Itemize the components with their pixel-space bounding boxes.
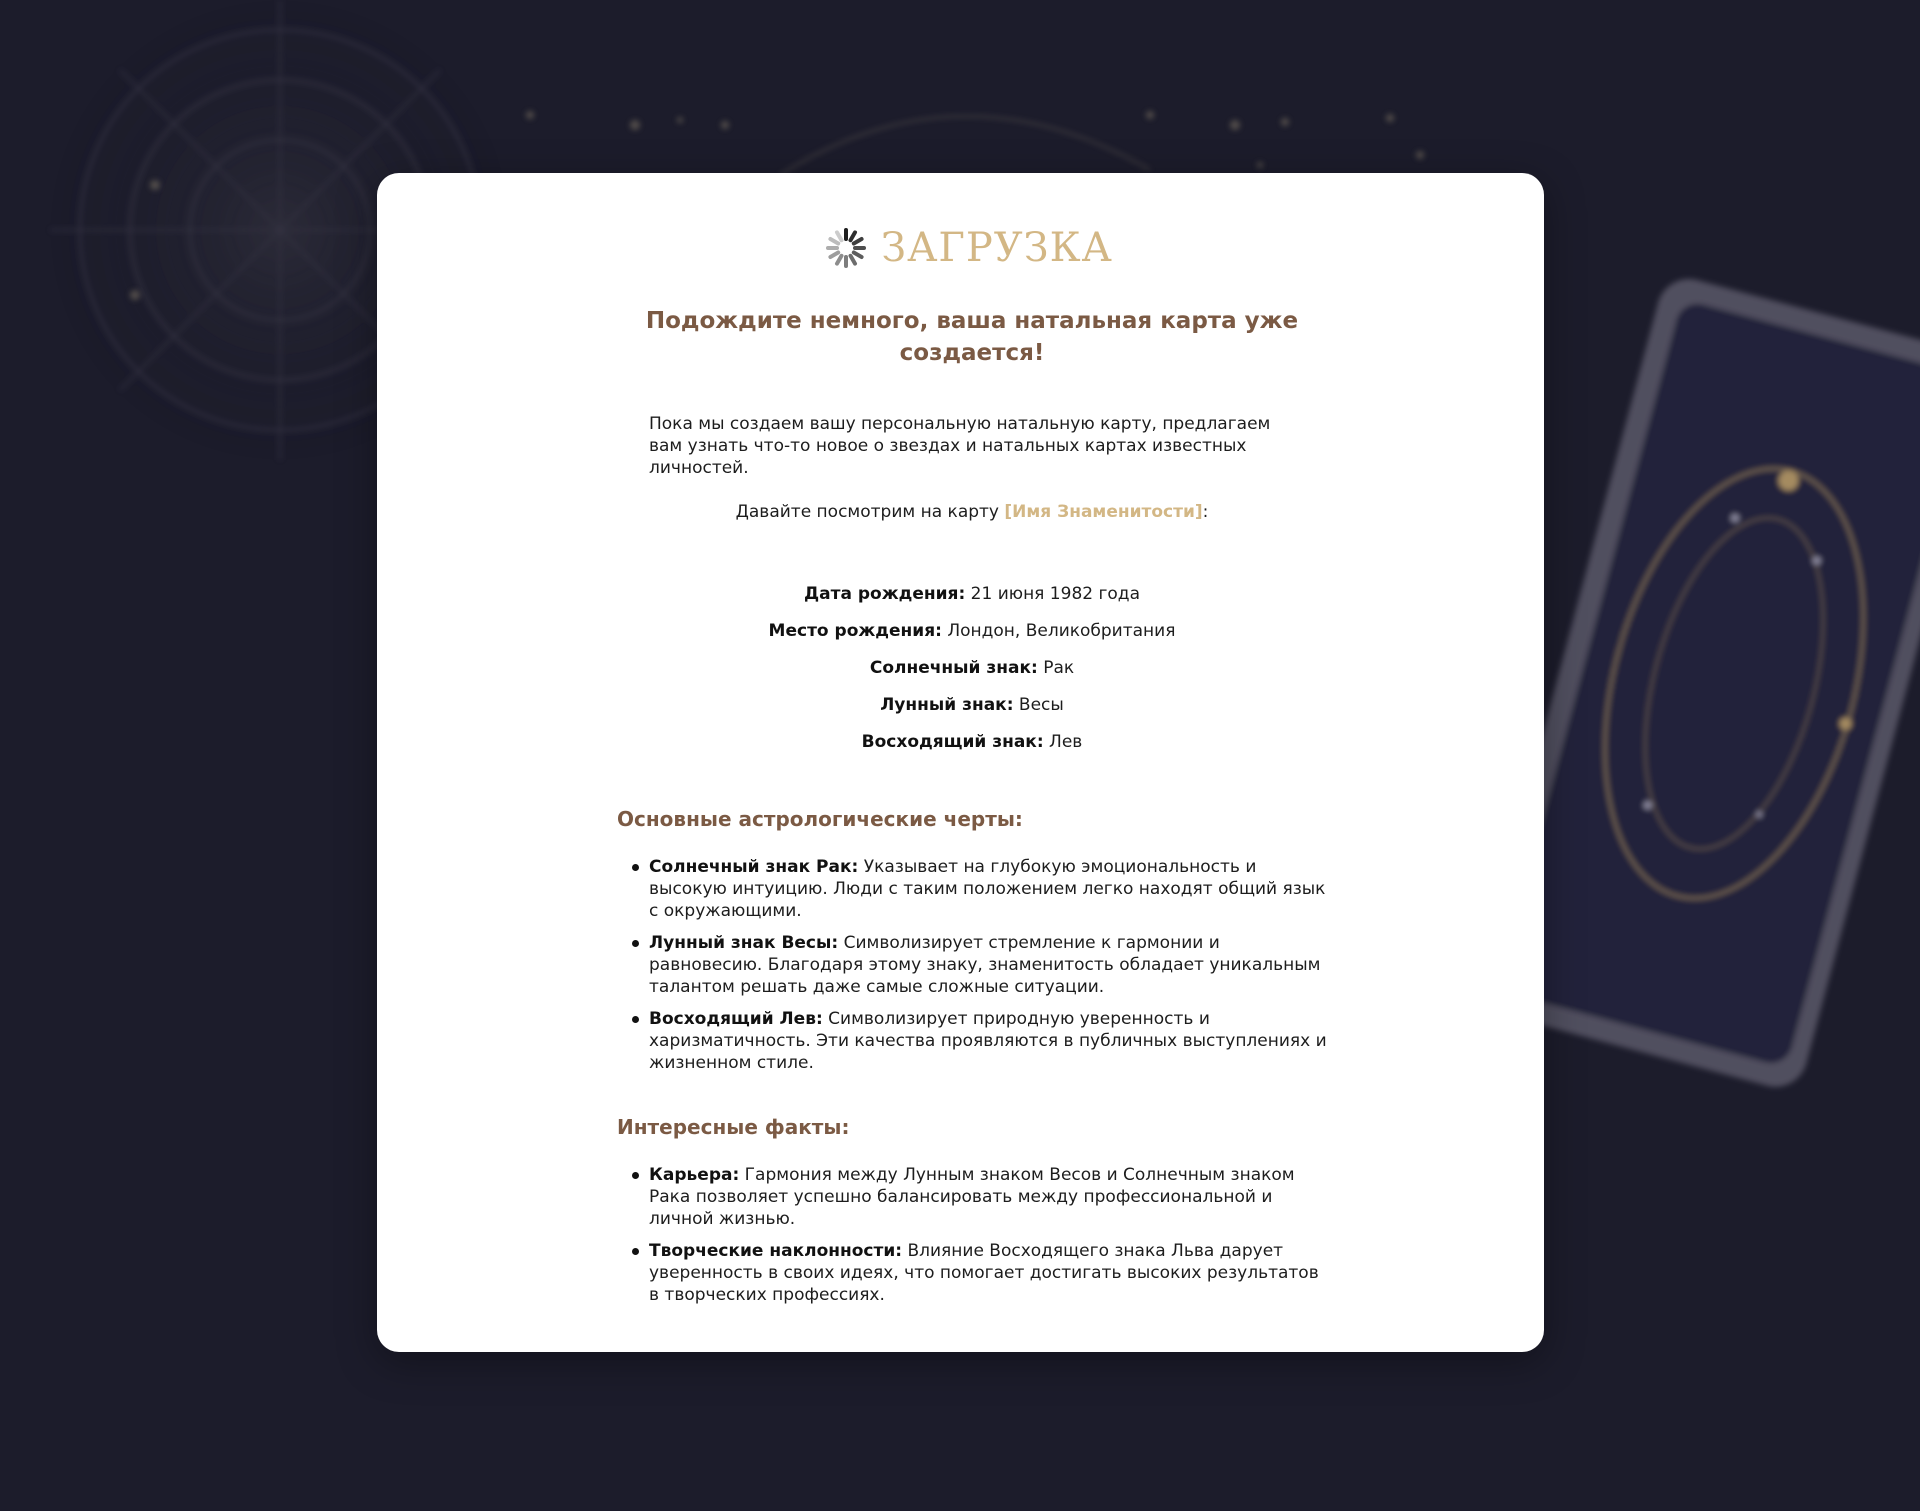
- spinner-spoke: [831, 253, 839, 258]
- item-label: Карьера:: [649, 1165, 740, 1185]
- page-heading: Подождите немного, ваша натальная карта уже создается!: [645, 308, 1299, 366]
- loader-header: [611, 225, 1327, 271]
- background-arc: [780, 116, 1150, 175]
- fact-label: Солнечный знак:: [869, 658, 1038, 678]
- list-item: [649, 932, 1327, 998]
- traits-heading: Основные астрологические черты:: [617, 807, 1023, 831]
- fact-value: Весы: [1013, 695, 1064, 715]
- item-label: Восходящий Лев:: [649, 1009, 823, 1029]
- interesting-facts-list: [617, 1164, 1327, 1306]
- spinner-spoke: [854, 253, 862, 258]
- loading-card: [377, 173, 1544, 1352]
- item-label: Творческие наклонности:: [649, 1241, 903, 1261]
- item-text: Символизирует стремление к гармонии и равновесию. Благодаря этому знаку, знаменитость обладает уникальным талантом решать даже самые сложные ситуации.: [649, 933, 1321, 997]
- fact-moon-sign: [617, 694, 1327, 716]
- card-content: [617, 225, 1327, 1316]
- fact-value: Лондон, Великобритания: [941, 621, 1176, 641]
- spinner-spoke: [837, 256, 842, 264]
- celebrity-lookup: [617, 501, 1327, 523]
- fact-value: 21 июня 1982 года: [965, 584, 1140, 604]
- loading-spinner-icon: [825, 227, 867, 269]
- list-item: [649, 1008, 1327, 1074]
- spinner-spoke: [851, 232, 856, 240]
- traits-list: [617, 856, 1327, 1074]
- fact-birth-date: [617, 583, 1327, 605]
- item-text: Гармония между Лунным знаком Весов и Солнечным знаком Рака позволяет успешно балансировать между профессиональной и личной жизнью.: [649, 1165, 1295, 1229]
- fact-label: Дата рождения:: [804, 584, 966, 604]
- item-label: Солнечный знак Рак:: [649, 857, 859, 877]
- list-item: [649, 856, 1327, 922]
- item-text: Указывает на глубокую эмоциональность и высокую интуицию. Люди с таким положением легко находят общий язык с окружающими.: [649, 857, 1326, 921]
- fact-label: Восходящий знак:: [861, 732, 1044, 752]
- fact-birth-place: [617, 620, 1327, 642]
- lookup-suffix: :: [1202, 502, 1209, 522]
- item-label: Лунный знак Весы:: [649, 933, 839, 953]
- item-text: Влияние Восходящего знака Льва дарует уверенность в своих идеях, что помогает достигать высоких результатов в творческих профессиях.: [649, 1241, 1319, 1305]
- lookup-prefix: Давайте посмотрим на карту: [735, 502, 1005, 522]
- spinner-spoke: [831, 239, 839, 244]
- loader-title: ЗАГРУЗКА: [881, 225, 1113, 271]
- list-item: [649, 1240, 1327, 1306]
- fact-label: Лунный знак:: [880, 695, 1014, 715]
- item-text: Символизирует природную уверенность и харизматичность. Эти качества проявляются в публичных выступлениях и жизненном стиле.: [649, 1009, 1327, 1073]
- fact-value: Рак: [1037, 658, 1075, 678]
- list-item: [649, 1164, 1327, 1230]
- spinner-spoke: [854, 239, 862, 244]
- interesting-facts-heading: Интересные факты:: [617, 1115, 850, 1139]
- birth-facts: [617, 583, 1327, 753]
- fact-value: Лев: [1043, 732, 1083, 752]
- celebrity-name: [Имя Знаменитости]: [1004, 502, 1203, 522]
- spinner-spoke: [851, 256, 856, 264]
- fact-rising-sign: [617, 731, 1327, 753]
- fact-sun-sign: [617, 657, 1327, 679]
- fact-label: Место рождения:: [768, 621, 942, 641]
- spinner-spoke: [837, 232, 842, 240]
- intro-text: Пока мы создаем вашу персональную натальную карту, предлагаем вам узнать что-то новое о звездах и натальных картах известных личностей.: [649, 414, 1271, 478]
